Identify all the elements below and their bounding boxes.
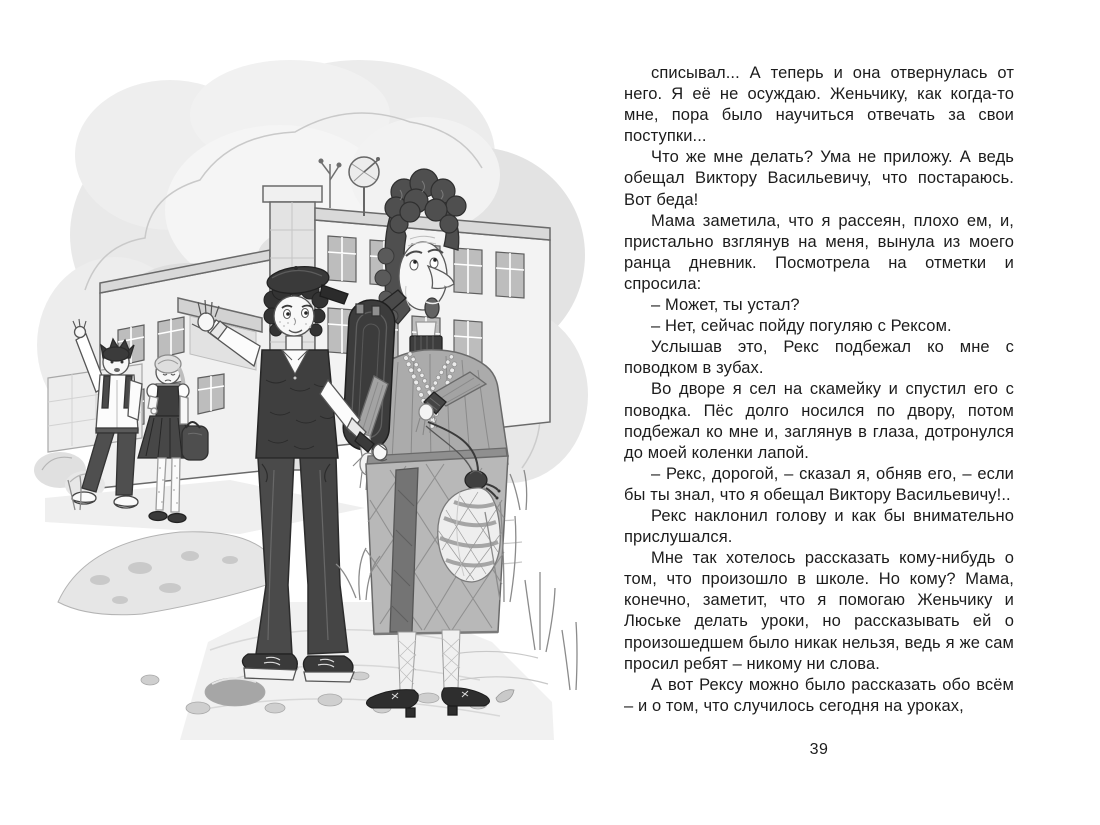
paragraph: Во дворе я сел на скамейку и спустил его с поводка. Пёс долго носился по двору, потом подбежал ко мне и, заглянув в глаза, дотронулся до моей коленки лапой. [624,380,1014,462]
illustration-children-school [30,40,590,740]
paragraph: Мне так хотелось рассказать кому-нибудь о том, что произошло в школе. Но кому? Мама, конечно, заметит, что я помогаю Женьчику и Люське делать уроки, но рассказывать ей о произошедшем было никак нельзя, ведь я же сам просил ребят – никому ни слова. [624,549,1014,673]
paragraph: А вот Рексу можно было рассказать обо всём – и о том, что случилось сегодня на уроках, [624,675,1014,715]
paragraph: Что же мне делать? Ума не приложу. А ведь обещал Виктору Васильевичу, что постараюсь. Вот беда! [624,148,1014,209]
right-page [624,0,1014,825]
paragraph: – Нет, сейчас пойду погуляю с Рексом. [651,317,952,336]
paragraph: Мама заметила, что я рассеян, плохо ем, и, пристально взглянув на меня, вынула из моего ранца дневник. Посмотрела на отметки и спросила: [624,211,1014,293]
paragraph: Рекс наклонил голову и как бы внимательно прислушался. [624,506,1014,547]
page-number: 39 [809,741,829,758]
paragraph: списывал... А теперь и она отвернулась от него. Я её не осуждаю. Женьчику, как когда-то мне, пора было научиться отвечать за свои поступки... [624,64,1014,146]
paragraph: – Может, ты устал? [651,296,800,315]
page-text [624,63,1014,717]
paragraph: Услышав это, Рекс подбежал ко мне с поводком в зубах. [624,338,1014,378]
paragraph: – Рекс, дорогой, – сказал я, обняв его, – если бы ты знал, что я обещал Виктору Васильевичу!.. [624,464,1014,504]
